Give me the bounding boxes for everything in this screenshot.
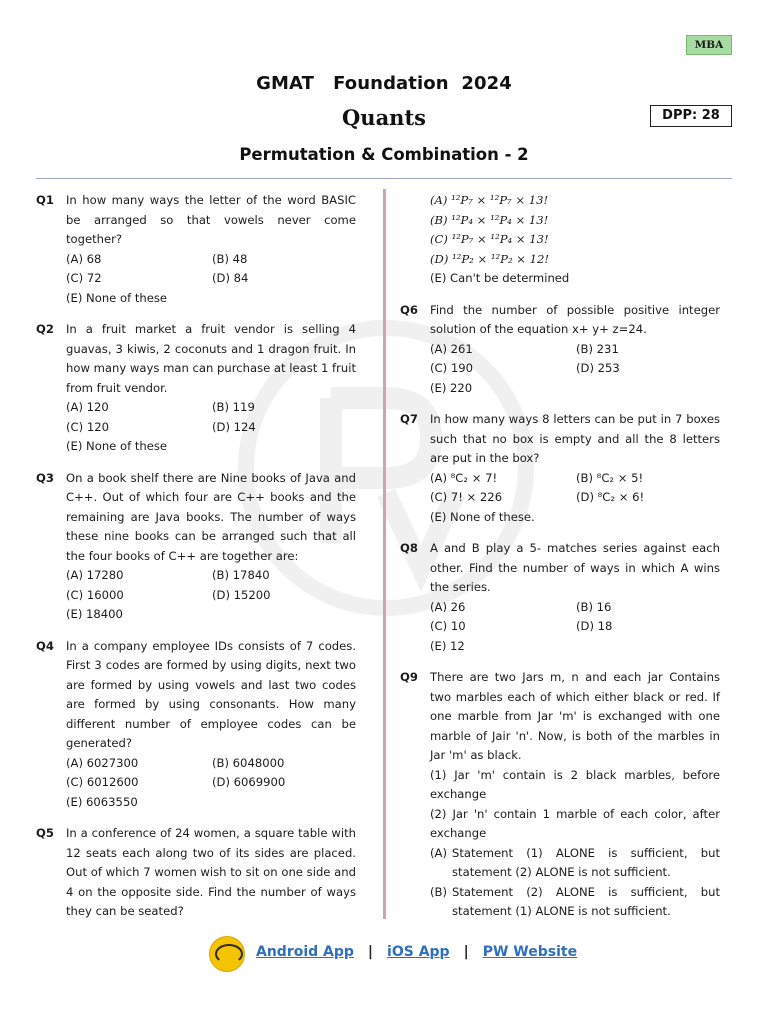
option-b: (B) 119 (212, 400, 255, 414)
separator: | (463, 944, 469, 960)
option-c: (C) 7! × 226 (430, 490, 503, 504)
question-text: Find the number of possible positive integer solution of the equation x+ y+ z=24. (430, 302, 720, 336)
options (430, 469, 720, 528)
option-c: (C) 190 (430, 361, 473, 375)
question-9 (400, 668, 720, 922)
subject-title: Quants (342, 105, 426, 130)
question-text: In a conference of 24 women, a square table with 12 seats each along two of its sides are placed. Out of which 7 women wish to sit on one side and 4 on the opposite side. Find the number of ways they can be seated? (66, 826, 356, 918)
option-d: (D) ¹²P₂ × ¹²P₂ × 12! (430, 251, 550, 266)
question-number: Q1 (36, 193, 54, 207)
column-divider (383, 189, 386, 919)
option-a: (A) 17280 (66, 568, 124, 582)
option-d: (D) 253 (576, 361, 620, 375)
options (430, 340, 720, 399)
left-column (36, 191, 356, 934)
option-b: (B) ⁸C₂ × 5! (576, 470, 644, 485)
option-d: (D) 15200 (212, 587, 271, 602)
footer-links (256, 944, 577, 960)
options (66, 566, 356, 625)
question-4 (36, 637, 356, 813)
option-b: (B) ¹²P₄ × ¹²P₄ × 13! (430, 212, 549, 227)
question-text: On a book shelf there are Nine books of Java and C++. Out of which four are C++ books and the remaining are Java books. The number of ways these nine books can be arranged such that all the four books of C++ are together are: (66, 470, 356, 563)
dpp-number-box: DPP: 28 (650, 105, 732, 127)
option-a: (A) 68 (66, 251, 102, 266)
question-number: Q9 (400, 670, 418, 684)
option-a: (A) ⁸C₂ × 7! (430, 470, 498, 485)
question-number: Q2 (36, 322, 54, 336)
option-c: (C) 6012600 (66, 775, 139, 789)
question-text: There are two Jars m, n and each jar Contains two marbles each of which either black or red. If one marble from Jar 'm' is exchanged with one marble of Jair 'n'. Now, is both of the marbles in Jar 'm' as black. (430, 670, 720, 762)
option-e: (E) 220 (430, 380, 473, 395)
option-text: Statement (1) ALONE is sufficient, but statement (2) ALONE is not sufficient. (452, 845, 720, 879)
customer-service-badge-icon (209, 936, 245, 972)
option-a: (A) 26 (430, 599, 466, 614)
option-c: (C) ¹²P₇ × ¹²P₄ × 13! (430, 232, 549, 246)
topic-title: Permutation & Combination - 2 (239, 145, 529, 164)
option-c: (C) 120 (66, 419, 109, 434)
question-5-options (400, 191, 720, 289)
option-b: (B) 17840 (212, 568, 270, 582)
question-text: A and B play a 5- matches series against each other. Find the number of ways in which A wins the series. (430, 541, 720, 594)
option-e: (E) 18400 (66, 607, 123, 621)
option-b: (B) 48 (212, 251, 248, 266)
question-number: Q3 (36, 470, 54, 485)
option-a: (A) 120 (66, 400, 109, 414)
option-b: (B) 16 (576, 599, 612, 614)
question-text: In how many ways the letter of the word BASIC be arranged so that vowels never come together? (66, 193, 356, 246)
question-1 (36, 191, 356, 308)
option-a: (A) ¹²P₇ × ¹²P₇ × 13! (430, 193, 549, 207)
option-label: (B) (430, 884, 448, 899)
option-e: (E) None of these. (430, 509, 535, 524)
question-text: In a fruit market a fruit vendor is selling 4 guavas, 3 kiwis, 2 coconuts and 1 dragon fruit. In how many ways man can purchase at least 1 fruit from fruit vendor. (66, 322, 357, 395)
android-app-link[interactable]: Android App (256, 944, 354, 960)
question-6 (400, 301, 720, 399)
option-label: (A) (430, 845, 447, 860)
question-2 (36, 320, 356, 457)
option-a: (A) 261 (430, 341, 473, 356)
question-3 (36, 469, 356, 625)
question-number: Q6 (400, 302, 418, 317)
option-c: (C) 10 (430, 619, 466, 633)
option-d: (D) 84 (212, 271, 249, 285)
option-d: (D) 124 (212, 419, 256, 434)
option-text: Statement (2) ALONE is sufficient, but statement (1) ALONE is not sufficient. (452, 884, 720, 918)
question-5 (36, 824, 356, 922)
options (66, 754, 356, 813)
option-d: (D) 6069900 (212, 775, 286, 789)
question-number: Q7 (400, 412, 418, 426)
separator: | (367, 944, 374, 960)
option-e: (E) Can't be determined (430, 271, 570, 285)
option-e: (E) None of these (66, 290, 168, 305)
options (66, 398, 356, 457)
option-a: (A) 6027300 (66, 755, 139, 770)
option-d: (D) 18 (576, 619, 613, 633)
option-c: (C) 16000 (66, 587, 124, 602)
options (66, 250, 356, 309)
question-text: In how many ways 8 letters can be put in 7 boxes such that no box is empty and all the 8 letters are put in the box? (430, 412, 720, 465)
question-8 (400, 539, 720, 656)
option-b: (B) 6048000 (212, 755, 285, 770)
right-column (400, 191, 720, 934)
question-7 (400, 410, 720, 527)
options (430, 598, 720, 657)
question-number: Q8 (400, 541, 418, 555)
question-number: Q4 (36, 638, 54, 653)
option-b (430, 883, 720, 922)
option-e: (E) 12 (430, 638, 465, 653)
option-a (430, 844, 720, 883)
question-text: In a company employee IDs consists of 7 codes. First 3 codes are formed by using digits, next two are formed by using vowels and last two codes are formed by using consonants. How many different number of employee codes can be generated? (66, 638, 356, 750)
course-title: GMAT Foundation 2024 (256, 73, 512, 94)
option-e: (E) 6063550 (66, 794, 138, 809)
option-e: (E) None of these (66, 439, 168, 453)
question-number: Q5 (36, 826, 54, 840)
statement-2: (2) Jar 'n' contain 1 marble of each color, after exchange (430, 806, 720, 840)
statement-1: (1) Jar 'm' contain is 2 black marbles, before exchange (430, 767, 720, 801)
header-rule (36, 178, 732, 179)
option-b: (B) 231 (576, 341, 619, 356)
option-c: (C) 72 (66, 271, 102, 285)
option-d: (D) ⁸C₂ × 6! (576, 490, 645, 504)
ios-app-link[interactable]: iOS App (387, 944, 450, 960)
pw-website-link[interactable]: PW Website (482, 944, 578, 960)
exam-tag: MBA (686, 35, 732, 55)
